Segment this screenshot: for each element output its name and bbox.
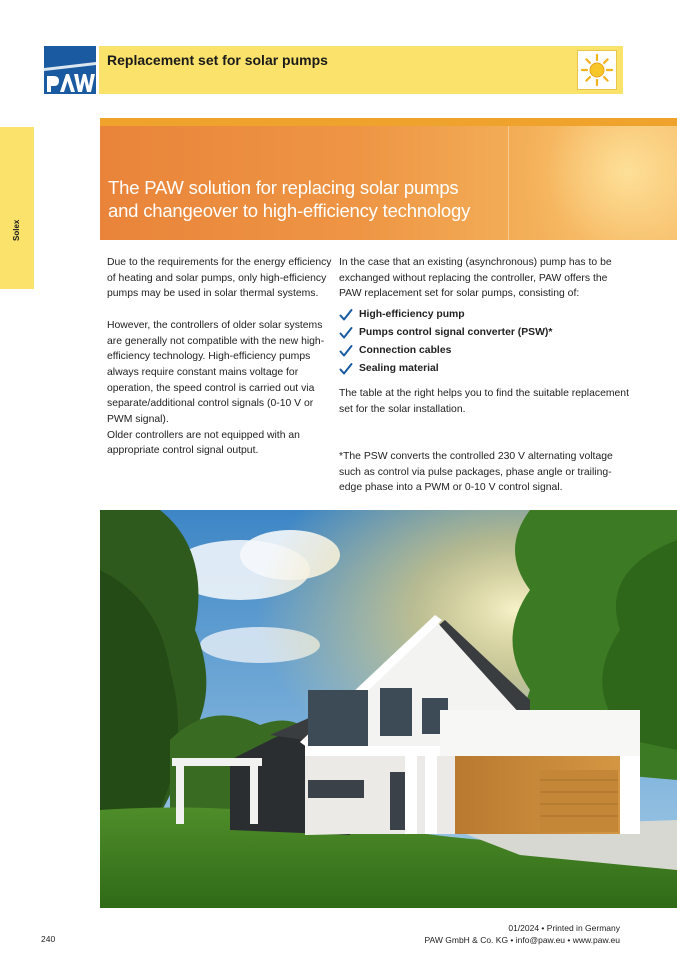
list-item-label: Sealing material bbox=[359, 363, 439, 375]
footer-print-info: 01/2024 • Printed in Germany bbox=[508, 923, 620, 933]
paragraph-compatibility: However, the controllers of older solar systems are generally not compatible with the new high-efficiency technology. High-efficiency pumps always require constant mains voltage for operation, the speed control is carried out via separate/additional control signals (0-10 V or PWM signal). bbox=[107, 319, 325, 426]
banner-heading-line2: and changeover to high-efficiency technology bbox=[108, 200, 471, 221]
house-photo-illustration bbox=[100, 510, 677, 908]
footnote: *The PSW converts the controlled 230 V alternating voltage such as control via pulse packages, phase angle or trailing-edge phase into a PWM or 0-10 V control signal. bbox=[339, 450, 613, 494]
paragraph-requirements: Due to the requirements for the energy efficiency of heating and solar pumps, only high-efficiency pumps may be used in solar thermal systems. bbox=[107, 257, 332, 300]
check-icon bbox=[339, 308, 353, 322]
list-item bbox=[339, 306, 629, 324]
banner-heading-line1: The PAW solution for replacing solar pumps bbox=[108, 177, 459, 198]
chapter-tab-label: Solex bbox=[12, 219, 21, 241]
list-item-label: Pumps control signal converter (PSW)* bbox=[359, 327, 553, 339]
left-text-column bbox=[107, 255, 332, 459]
check-icon bbox=[339, 326, 353, 340]
component-list bbox=[339, 306, 629, 378]
house-photo bbox=[100, 510, 677, 908]
banner-sunlight bbox=[510, 126, 677, 240]
paragraph-intro: In the case that an existing (asynchronous) pump has to be exchanged without replacing the controller, PAW offers the PAW replacement set for solar pumps, consisting of: bbox=[339, 257, 612, 300]
page-number: 240 bbox=[41, 934, 56, 944]
footer-info bbox=[424, 922, 620, 946]
paragraph-controllers: Older controllers are not equipped with an appropriate control signal output. bbox=[107, 429, 300, 457]
page-title: Replacement set for solar pumps bbox=[107, 52, 328, 68]
sun-icon bbox=[577, 50, 617, 90]
check-icon bbox=[339, 344, 353, 358]
right-text-column bbox=[339, 255, 629, 496]
list-item bbox=[339, 360, 629, 378]
list-item bbox=[339, 324, 629, 342]
paw-logo-mark bbox=[44, 46, 96, 94]
paragraph-table-note: The table at the right helps you to find the suitable replacement set for the solar installation. bbox=[339, 388, 629, 415]
paw-logo bbox=[44, 46, 96, 94]
chapter-tab bbox=[0, 127, 34, 289]
footer-contact: PAW GmbH & Co. KG • info@paw.eu • www.paw.eu bbox=[424, 935, 620, 945]
check-icon bbox=[339, 362, 353, 376]
header-bar bbox=[99, 46, 623, 94]
list-item-label: High-efficiency pump bbox=[359, 309, 465, 321]
list-item bbox=[339, 342, 629, 360]
banner-heading bbox=[108, 176, 528, 222]
hero-banner bbox=[100, 118, 677, 240]
list-item-label: Connection cables bbox=[359, 345, 452, 357]
banner-stripe bbox=[100, 118, 677, 126]
